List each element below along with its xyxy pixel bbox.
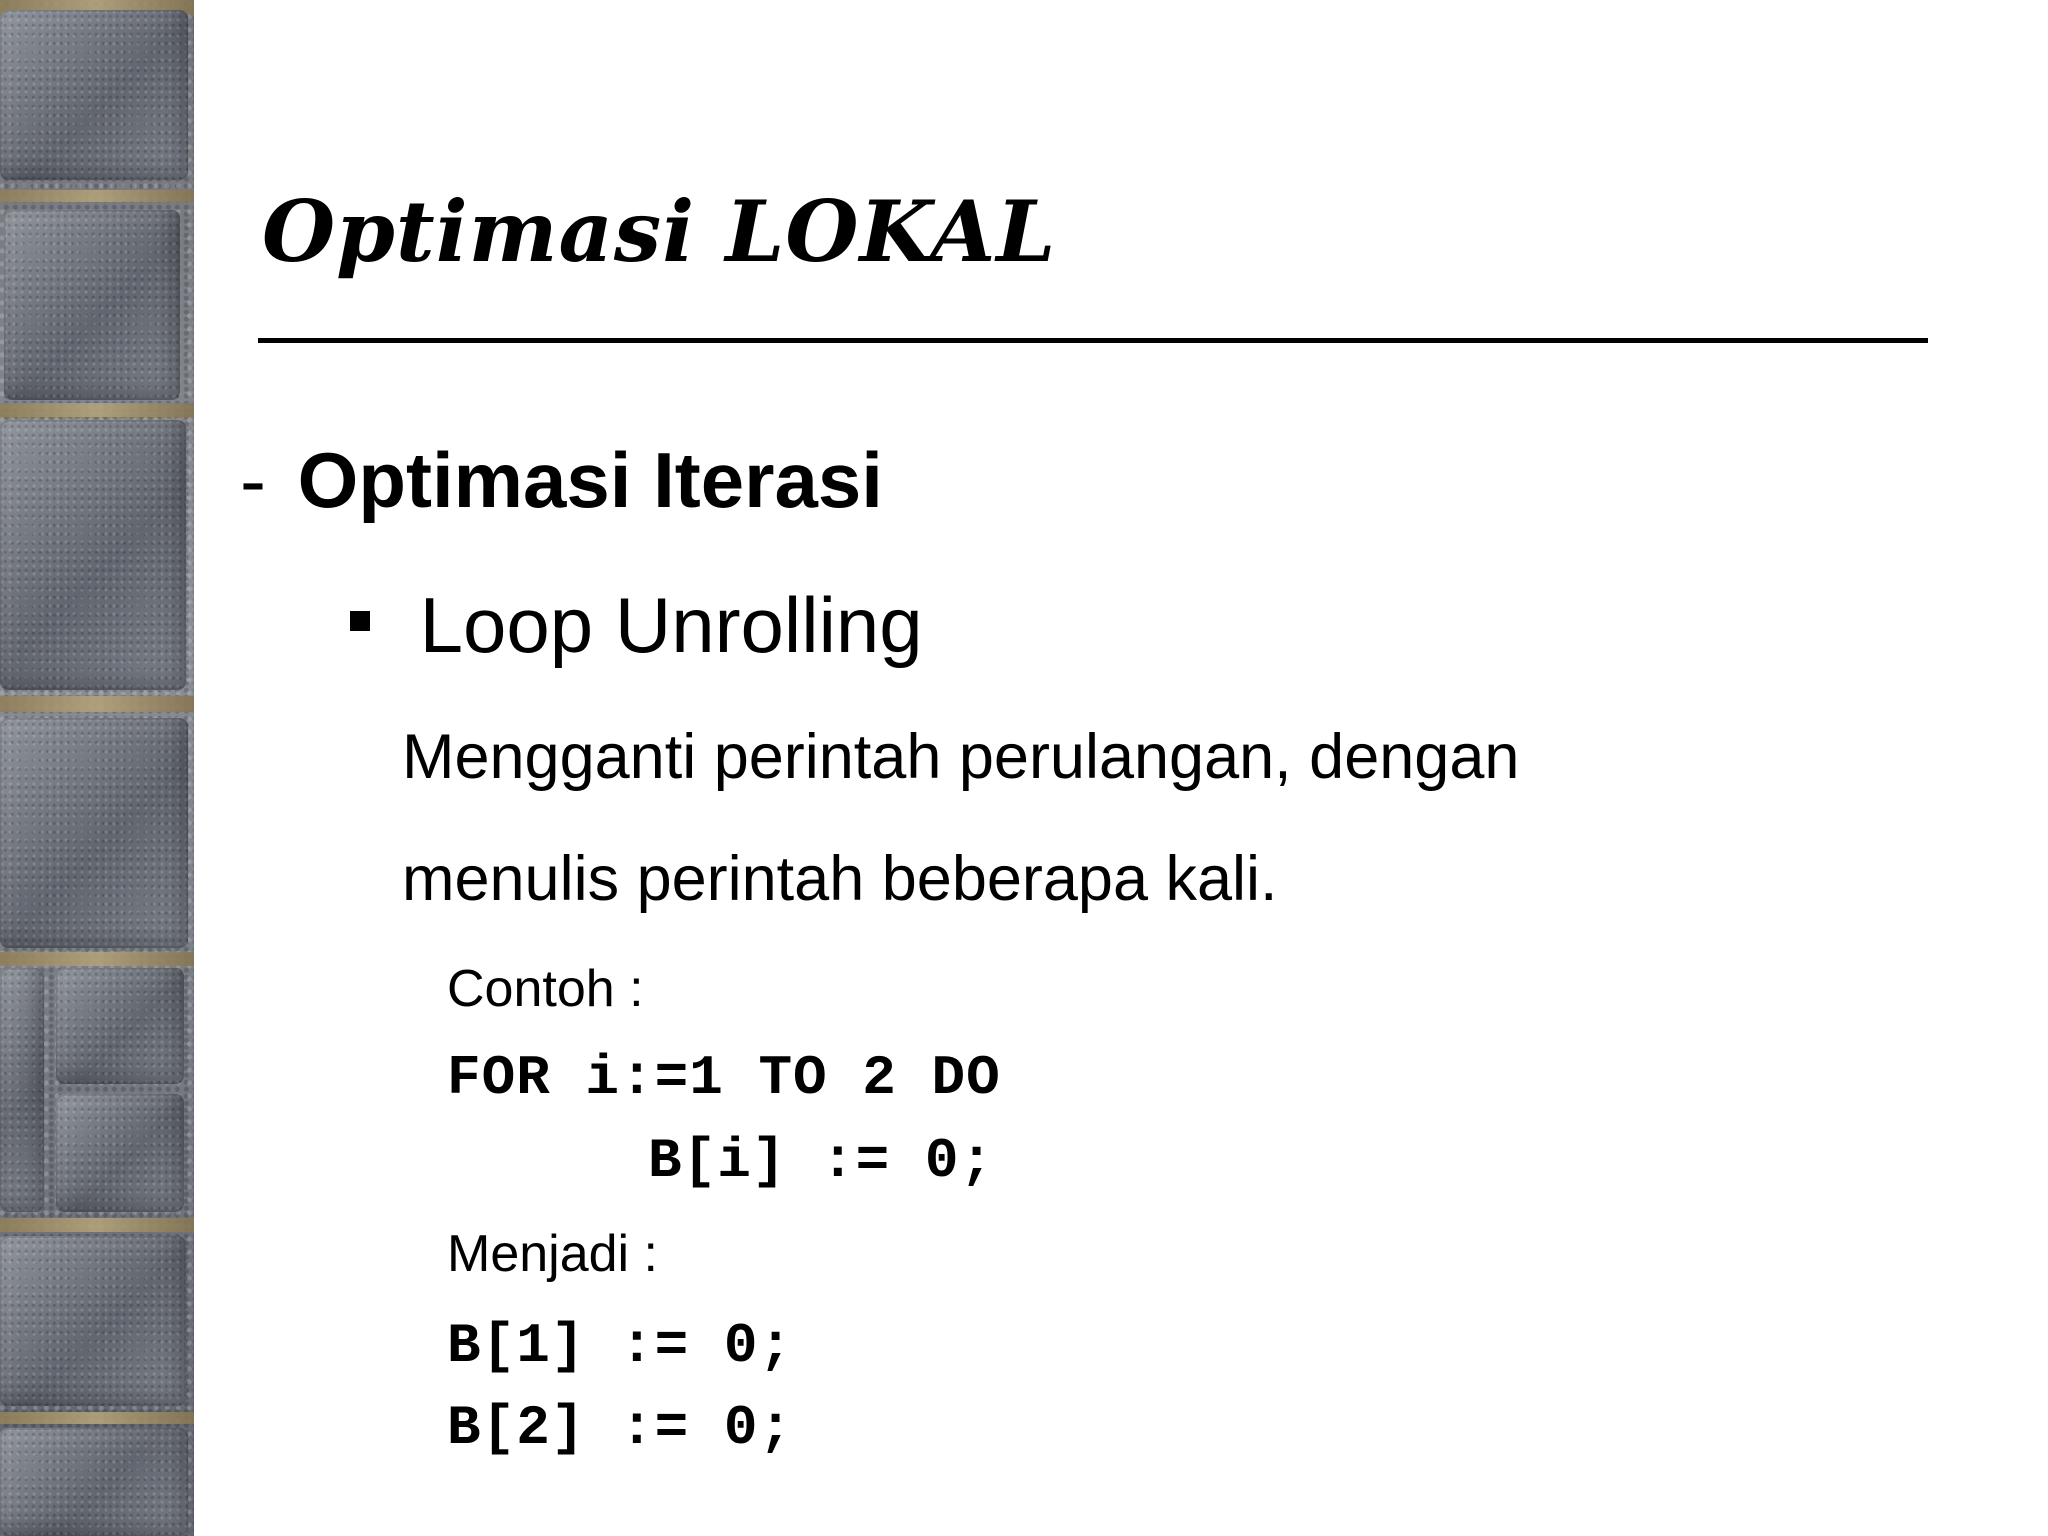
description-line: Mengganti perintah perulangan, dengan — [402, 722, 1520, 792]
result-label: Menjadi : — [447, 1225, 658, 1283]
result-code-line: B[2] := 0; — [447, 1396, 794, 1460]
mortar-band — [0, 696, 194, 712]
stone-block — [56, 1094, 184, 1212]
mortar-band — [0, 403, 194, 417]
topic-heading — [350, 581, 923, 669]
example-code-line: FOR i:=1 TO 2 DO — [447, 1046, 1001, 1110]
square-bullet-icon — [350, 611, 370, 631]
stone-block — [0, 10, 188, 180]
stone-block — [0, 1428, 188, 1536]
stone-wall-decoration — [0, 0, 194, 1536]
dash-bullet: - — [240, 436, 266, 524]
result-code-line: B[1] := 0; — [447, 1314, 794, 1378]
mortar-band — [0, 952, 194, 966]
stone-block — [0, 968, 44, 1212]
mortar-band — [0, 1218, 194, 1232]
slide-title: Optimasi LOKAL — [262, 182, 1057, 281]
stone-block — [56, 968, 184, 1084]
description-line: menulis perintah beberapa kali. — [402, 844, 1278, 914]
topic-heading-text: Loop Unrolling — [419, 581, 923, 669]
title-divider — [258, 338, 1928, 343]
mortar-band — [0, 190, 194, 202]
section-heading — [240, 436, 883, 524]
example-code-line: B[i] := 0; — [648, 1129, 995, 1193]
stone-block — [0, 420, 186, 690]
example-label: Contoh : — [447, 960, 644, 1018]
section-heading-text: Optimasi Iterasi — [297, 436, 883, 524]
stone-block — [4, 210, 180, 400]
mortar-band — [0, 1412, 194, 1424]
stone-block — [0, 718, 188, 948]
stone-block — [0, 1236, 186, 1406]
